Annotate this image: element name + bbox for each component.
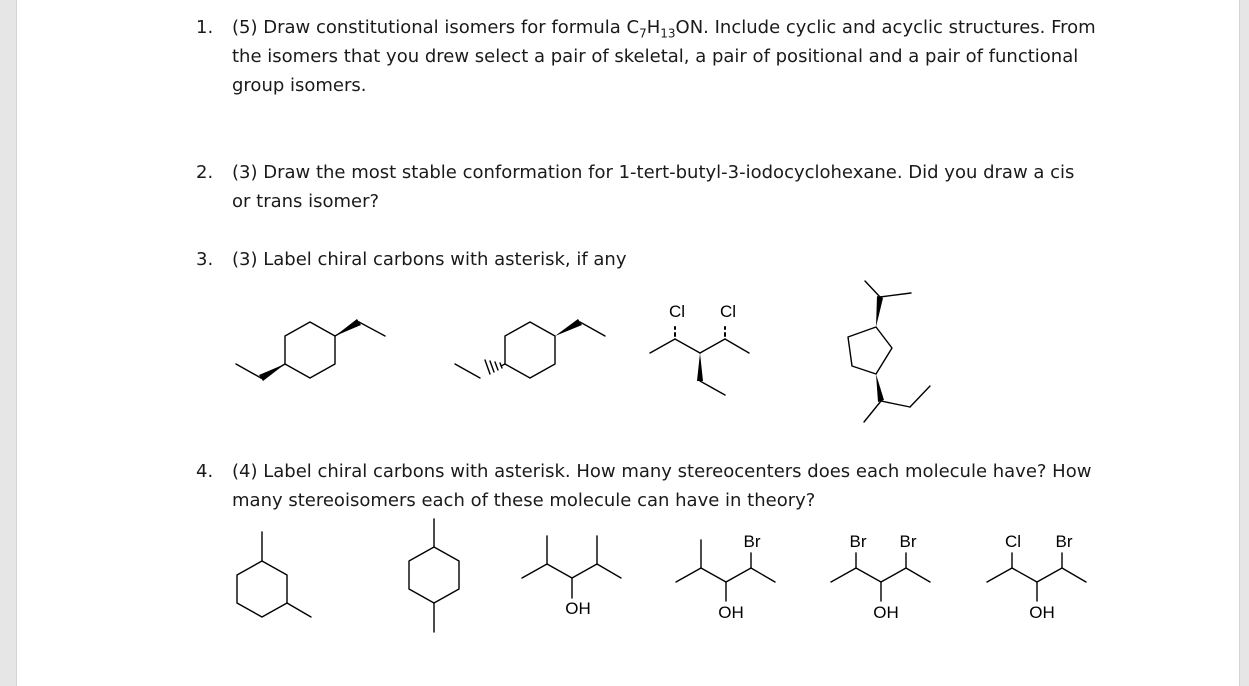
chlorine-label: Cl [1004,532,1022,551]
bromine-label: Br [849,532,867,551]
wedge-bond [697,353,703,381]
molecule-q4-1 [237,532,311,617]
molecule-q4-3 [522,536,621,598]
hydroxyl-label: OH [873,603,899,622]
bromine-label: Br [899,532,917,551]
question-text: (4) Label chiral carbons with asterisk. How many stereocenters does each molecule have? How many stereoisomers each of these molecule can have in theory? [232,461,1092,511]
question-number: 3. [196,249,214,270]
question-number: 4. [196,461,214,482]
question-text: (3) Draw the most stable conformation for 1-tert-butyl-3-iodocyclohexane. Did you draw a cis or trans isomer? [232,162,1075,212]
wedge-bond [555,319,582,336]
molecule-q4-5 [831,553,930,601]
wedge-bond [335,319,361,336]
molecule-q3-1 [236,322,385,378]
question-number: 1. [196,17,214,38]
bromine-label: Br [1055,532,1073,551]
chlorine-label: Cl [668,302,686,321]
question-number: 2. [196,162,214,183]
question-text: (5) Draw constitutional isomers for formula $C_7H_{13}ON$. Include cyclic and acyclic structures. From the isomers that you drew select a pair of skeletal, a pair of positional and a pair of functional group isomers. [232,17,1096,96]
wedge-bond [876,296,883,327]
wedge-bond [259,364,285,381]
molecule-q3-4 [848,281,930,422]
bromine-label: Br [743,532,761,551]
molecule-q4-6 [987,553,1086,601]
hydroxyl-label: OH [718,603,744,622]
chlorine-label: Cl [719,302,737,321]
hydroxyl-label: OH [565,599,591,618]
hydroxyl-label: OH [1029,603,1055,622]
molecule-q4-2 [409,519,459,632]
molecule-q3-2 [455,322,605,378]
wedge-bond [876,374,884,402]
question-text: (3) Label chiral carbons with asterisk, if any [232,249,627,270]
